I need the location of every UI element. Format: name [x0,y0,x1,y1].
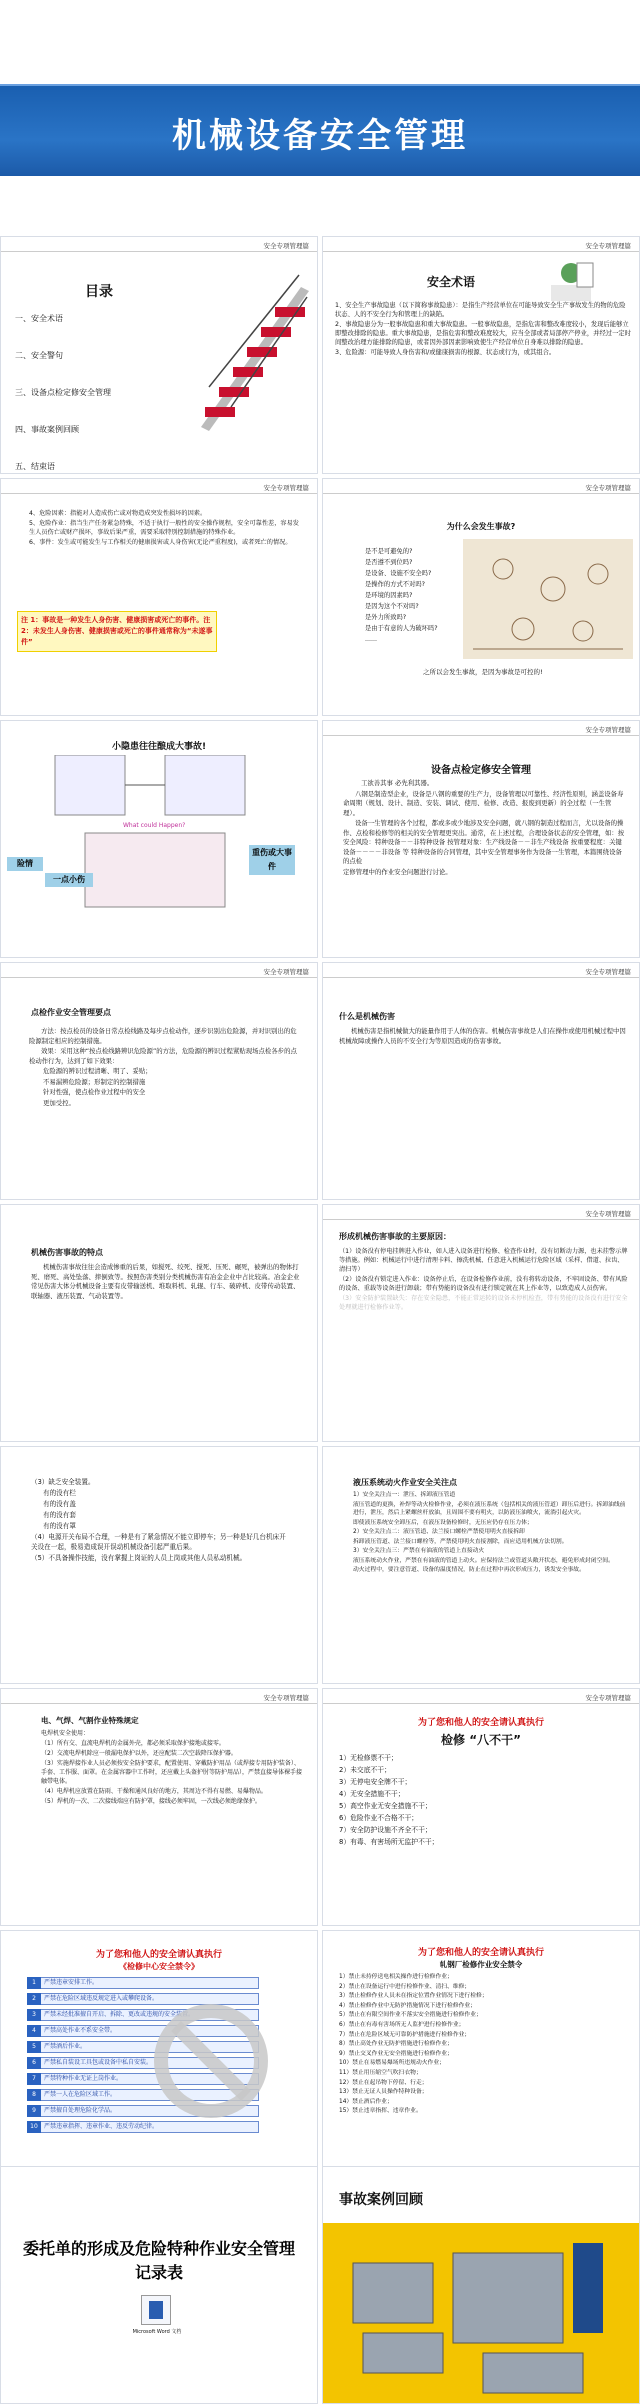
dont-item: 4）无安全措施不干； [339,1790,405,1798]
contents-item: 三、设备点检定修安全管理 [15,388,111,397]
hydraulic-item: 1）安全关注点一：泄压、拆卸液压管道 [353,1492,456,1498]
slide-header: 安全专项管理篇 [585,1694,631,1702]
slide-accident-review [322,2166,640,2404]
slide-header: 安全专项管理篇 [263,1694,309,1702]
paragraph: 八钢是制造型企业，设备是八钢的重要的生产力，设备管理以可靠性、经济性原则，涵盖设备寿命周期（规划、设计、制造、安装、调试、使用、检修、改造、报废到更新）的全过程（一生管理）。 [343,789,624,817]
mill-item: 6）禁止在有毒有害场所无人监护进行检修作业； [339,2021,465,2028]
accident-illustration [323,2223,640,2404]
slide-hydraulic-hotwork [322,1446,640,1684]
welding-list [41,1729,303,1807]
paragraph: 定修管理中的作业安全问题进行讨论。 [343,867,452,876]
slide-rolling-mill-prohibitions [322,1930,640,2168]
inspection-text [29,1027,299,1109]
why-title: 为什么会发生事故? [446,522,516,531]
welding-item: （2）交流电焊机除应一般漏电保护以外，还应配装二次空载降压保护器。 [41,1750,237,1757]
header-line [323,735,639,736]
contents-item: 四、事故案例回顾 [15,425,79,434]
hydraulic-item: 动火过程中，要注意管道、设备的温度情况，防止在过程中再次形成压力，诱发安全事故。 [353,1567,585,1573]
header-line [1,251,317,252]
paragraph: 效果：采用这种“按点检线路辨识危险源”的方法，危险源的辨识过程紧贴现场点检各步的点检动作行为，达到了如下效果： [29,1047,297,1065]
eight-donts-heading: 为了您和他人的安全请认真执行 [417,1718,544,1728]
mill-item: 12）禁止在起吊物下停留、行走； [339,2079,428,2086]
slide-spot-check [322,720,640,958]
slide-injury-features [0,1204,318,1442]
header-line [1,977,317,978]
prohibition-number: 6 [27,2057,41,2069]
question-item: 是不是可避免的? [365,548,413,555]
prohibition-text: 严禁一人在危险区域工作。 [44,2091,117,2098]
prohibition-text: 严禁违章安排工作。 [44,1979,99,1986]
features-text: 机械伤害事故往往会造成惨重的后果，如搅死、绞死、搅死、压死、碾死，被弹出的物体打死、磨死、高处坠落、摔倒致等。按照伤害类别分类机械伤害有冶金企业中占比较高。冶金企业常见伤害大体分机械设备主要有皮带输送机、堆取料机、轧辊、行车、破碎机、皮带传动装置、联轴器、液压装置、气动装置等。 [31,1263,300,1300]
prohibition-number: 8 [27,2089,41,2101]
contents-item: 五、结束语 [15,462,55,471]
term-item: 2、事故隐患分为一般事故隐患和重大事故隐患。一般事故隐患，是指危害和整改难度较小，发现后能够立即整改排除的隐患。重大事故隐患，是指危害和整改难度较大，应当全部或者局部停产停业，并经过一定时间整改治理方能排除的隐患，或者因外部因素影响致使生产经营单位自身难以排除的隐患。 [335,321,631,346]
slide-contents [0,236,318,474]
welding-title: 电、气焊、气割作业特殊规定 [41,1716,139,1725]
mill-item: 10）禁止在易燃易爆场所违规动火作业； [339,2060,445,2067]
hydraulic-item: 2）安全关注点二：液压管道、法兰接口螺栓严禁使用明火直接拆卸 [353,1529,525,1535]
mill-item: 3）禁止检修作业人员未在指定位置作业情况下进行检修； [339,1993,488,2000]
terms-list [335,301,631,358]
slide-welding-rules [0,1688,318,1926]
question-item: 是外力所致吗? [365,614,407,621]
mill-title: 轧钢厂检修作业安全禁令 [439,1960,523,1969]
slide-maintenance-prohibitions [0,1930,318,2168]
welding-item: （4）电焊机应放置在防雨、干燥和通风良好的地方，其周边不得有易燃、易爆物品。 [41,1788,267,1795]
mill-item: 1）禁止未持停送电相关操作进行检修作业； [339,1974,453,1980]
prohibition-text: 严禁高处作业不系安全带。 [44,2027,117,2034]
cause-item: 有的没有栏 [43,1489,76,1497]
dont-item: 6）危险作业不合格不干； [339,1814,419,1822]
slide-header: 安全专项管理篇 [585,726,631,734]
welding-item: （3）实施焊接作业人员必须按安全防护要求，配置使用、穿戴防护用品（或焊接专用防护装备）、手套、工作服、面罩。在金属容器中工作时，还应戴上头盔护肘等防护用品），严禁直接导体裸手接触带电体。 [41,1760,303,1785]
mill-item: 8）禁止高处作业无防护措施进行检修作业； [339,2041,453,2048]
slide-header: 安全专项管理篇 [585,242,631,250]
slide-mechanical-injury [322,962,640,1200]
slide-header: 安全专项管理篇 [585,484,631,492]
paragraph: 设备一生管理的各个过程，都或多或少地涉及安全问题，就八钢的制造过程而言，尤以设备的操作、点检和检修等的相关的安全管理更突出。通常，在上述过程，合理设备状态的安全管理，如：按安全风险：特种设备－－非特种设备 按管理对象：生产线设备－－非生产线设备 按重要程度：关键设备－－－－非设备 等 特种设备的合同管理，其中安全管理事务作为设备一生管理，本篇围绕设备的点检 [343,819,625,865]
slide-inspection-points [0,962,318,1200]
label-danger: 险情 [7,857,43,871]
header-line [1,493,317,494]
causes-continued-list [31,1477,291,1564]
slide-safety-terms [322,236,640,474]
prohibition-text: 严禁违章指挥、违章作业、违反劳动纪律。 [44,2123,159,2130]
prohibitions-title: 《检修中心安全禁令》 [119,1962,199,1971]
eight-donts-title: 检修 “八不干” [441,1733,521,1747]
contents-item: 一、安全术语 [15,314,63,323]
mill-item: 2）禁止在设备运行中进行检修作业、清扫、维修； [339,1983,471,1990]
cause-item: （2）设备没有锁定进入作业：设备停止后，在设备检修作业前，没有将转动设备，不牢固设备、带有风险的设备、重载等设备进行卸载；带有势能的设备没有进行锁定就在其上作业等，以致造成人员伤害。 [339,1276,628,1292]
paragraph: 工欲善其事 必先利其器。 [361,779,434,787]
mill-item: 13）禁止无证人员操作特种设备； [339,2089,428,2096]
accident-review-title: 事故案例回顾 [339,2192,423,2208]
prohibition-number: 3 [27,2009,41,2021]
terms-list [29,509,299,548]
hazards-question: What could Happen? [123,822,186,829]
accident-note: 注 1：事故是一种发生人身伤害、健康损害或死亡的事件。注 2：未发生人身伤害、健康损害或死亡的事件通常称为“未遂事件” [17,611,217,652]
term-item: 1、安全生产事故隐患（以下简称事故隐患）：是指生产经营单位在可能导致安全生产事故发生的物的危险状态、人的不安全行为和管理上的缺陷。 [335,302,626,318]
mill-item: 15）禁止违章指挥、违章作业。 [339,2108,422,2115]
contents-list [15,301,111,474]
slide-header: 安全专项管理篇 [585,1210,631,1218]
question-item: 是环境的因素吗? [365,592,413,599]
header-line [323,493,639,494]
inspection-title: 点检作业安全管理要点 [31,1008,111,1017]
dont-item: 8）有毒、有害场所无监护不干； [339,1838,439,1846]
welding-item: 电焊机安全使用： [41,1730,90,1737]
cover-title: 机械设备安全管理 [172,116,468,156]
spotcheck-title: 设备点检定修安全管理 [431,765,531,776]
prohibition-text: 严禁酒后作业。 [44,2043,87,2050]
welding-item: （5）焊机的一次、二次接线端应有防护罩，接线必须牢固，一次线必须绝缘保护。 [41,1798,261,1805]
mill-item: 7）禁止在危险区域无可靠防护措施进行检修作业； [339,2031,471,2038]
hydraulic-item: 即使液压系统安全卸压后，在液压设备检修时，无压应仍存在压力体； [353,1519,533,1526]
causes-title: 形成机械伤害事故的主要原因： [339,1232,451,1241]
hydraulic-item: 液压系统动火作业，严禁在有油液的管道上动火。应保持法兰或管道头敞开状态，避免形成封闭空间。 [353,1557,614,1564]
hydraulic-item: 3）安全关注点三：严禁在有油液的管道上直接动火 [353,1548,485,1554]
eight-donts-list [339,1753,619,1849]
slide-header: 安全专项管理篇 [263,968,309,976]
cause-item: （1）设备没有停电挂牌进入作业，如人进入设备进行检修、检查作业时，没有切断动力源，也未挂警示牌等措施。例如：机械运行中进行清理卡料、擦洗机械、任意进入机械运行危险区域（采样、借道、拉齿、清扫等） [339,1248,628,1273]
prohibition-text: 严禁私自装设工具包或设备中私自安装。 [44,2059,153,2066]
prohibition-number: 1 [27,1977,41,1989]
slide-eight-donts [322,1688,640,1926]
slide-header: 安全专项管理篇 [585,968,631,976]
prohibition-row [27,1977,259,1989]
why-caption: 之所以会发生事故，是因为事故是可控的! [423,668,543,676]
slide-header: 安全专项管理篇 [263,484,309,492]
staircase-illustration [191,267,311,437]
prohibition-row [27,2121,259,2133]
terms-title: 安全术语 [426,275,475,289]
slide-header: 安全专项管理篇 [263,242,309,250]
question-item: 是设备、设施不安全吗? [365,570,432,577]
no-entry-icon [151,2001,271,2121]
causes-list [339,1247,629,1313]
prohibition-number: 10 [27,2121,41,2133]
hydraulic-item: 拆卸液压管道、法兰接口螺栓等，严禁使用明火直接割除，而应适用机械方法切割。 [353,1538,568,1545]
cause-item: 有的没有罩 [43,1522,76,1530]
paragraph: 方法：按点检员的设备日常点检线路及每步点检动作，逐步识别出危险源，并对识别出的危险源制定相应的控制措施。 [29,1027,297,1045]
cause-item: 有的没有盖 [43,1500,76,1508]
question-item: 是由于有意的人为破坏吗? [365,625,438,632]
cause-item: （4）电源开关布局不合理，一种是有了紧急情况不能立即停车；另一种是好几台机床开关设在一起，极易造成误开误动机械设备引起严重后果。 [31,1533,286,1551]
hazards-illustration [25,755,295,915]
mill-item: 14）禁止酒后作业； [339,2098,393,2105]
dont-item: 3）无停电安全牌不干； [339,1778,412,1786]
cover-slide [0,0,640,228]
header-line [323,977,639,978]
paragraph: 不易漏辨危险源；形制定的控制措施 [43,1077,146,1086]
prohibition-number: 7 [27,2073,41,2085]
prohibition-text: 严禁未经批准擅自开启、拆除、更改或违规的安全装置。 [44,2011,195,2018]
work-order-title: 委托单的形成及危险特种作业安全管理记录表 [22,2239,295,2282]
term-item: 5、危险作业：指当生产任务紧急特殊，不适于执行一般性的安全操作规程，安全可靠性差，容易发生人员伤亡或财产损坏，事故后果严重，需要采取特别控制措施的特殊作业。 [29,520,299,536]
mill-item: 11）禁止用压缩空气吹扫衣物； [339,2069,422,2076]
prohibition-number: 9 [27,2105,41,2117]
hazards-title: 小隐患往往酿成大事故! [111,742,207,752]
dont-item: 1）无检修票不干； [339,1754,398,1762]
contents-title: 目录 [85,284,113,300]
dont-item: 5）高空作业无安全措施不干； [339,1802,432,1810]
slide-small-hazards [0,720,318,958]
label-serious-injury: 重伤或大事件 [249,845,295,875]
dont-item: 7）安全防护设施不齐全不干； [339,1826,432,1834]
prohibition-number: 5 [27,2041,41,2053]
prohibition-text: 严禁擅自处理危险化学品。 [44,2107,117,2114]
header-line [1,1703,317,1704]
slide-why-accidents [322,478,640,716]
header-line [323,1703,639,1704]
slide-work-order-form [0,2166,318,2404]
hydraulic-title: 液压系统动火作业安全关注点 [353,1478,457,1487]
paragraph: 危险源的辨识过程清晰、明了、妥贴； [43,1067,152,1075]
cause-item: （3）缺乏安全装置。 [31,1478,95,1486]
prohibition-number: 2 [27,1993,41,2005]
paragraph: 针对性强，使点检作业过程中的安全 [43,1088,146,1096]
dont-item: 2）未交底不干； [339,1766,391,1774]
mill-list [339,1973,629,2117]
injury-title: 什么是机械伤害 [339,1012,395,1021]
word-document-label[interactable]: Microsoft Word 文档 [132,2329,182,2335]
spotcheck-text [343,779,627,878]
injury-text: 机械伤害是指机械做大的能量作用于人体的伤害。机械伤害事故是人们在操作或使用机械过程中因机械故障或操作人员的不安全行为等原因造成的伤害事故。 [339,1027,626,1045]
term-item: 3、危险源：可能导致人身伤害和/或健康损害的根源、状态或行为，或其组合。 [335,349,556,356]
label-small-injury: 一点小伤 [45,873,93,887]
prohibition-text: 严禁在危险区域违反规定进入或攀爬设备。 [44,1995,159,2002]
worker-icon [541,255,601,305]
slide-terms-continued [0,478,318,716]
welding-item: （1）所有交、直流电焊机的金属外壳，都必须采取保护接地或接零。 [41,1740,225,1747]
question-item: 是操作的方式不对吗? [365,581,426,588]
features-title: 机械伤害事故的特点 [31,1248,103,1257]
prohibitions-heading: 为了您和他人的安全请认真执行 [95,1950,222,1960]
hydraulic-list [353,1491,627,1576]
slide-injury-causes [322,1204,640,1442]
prohibition-number: 4 [27,2025,41,2037]
prohibition-text: 严禁特种作业无证上岗作业。 [44,2075,123,2082]
hydraulic-item: 液压管道的更换，补焊等动火检修作业，必须在液压系统（包括相关的液压管道）卸压后进行。拆卸油线前进行，泄压，然后上紧螺丝杆放油，且周围不要有明火，以防液压油喷火，流淌引起火灾。 [353,1501,626,1516]
mill-item: 9）禁止交叉作业无安全措施进行检修作业； [339,2050,453,2057]
cause-item: 有的没有套 [43,1511,76,1519]
questions-list [365,547,438,646]
question-item: ...... [365,636,378,643]
mill-item: 5）禁止在有限空间作业不落实安全措施进行检修作业； [339,2012,482,2019]
cause-item: （3）安全防护装置缺失：存在安全隐患，不能正常运转的设备未停机检查，带有势能的设备没有进行安全处理就进行检修作业等。 [339,1295,628,1311]
cause-item: （5）不具备操作技能，没有掌握上岗证的人员上岗或其他人员私动机械。 [31,1554,247,1562]
question-item: 是因为这个不对吗? [365,603,419,610]
accident-cartoon [463,539,633,659]
header-line [323,1219,639,1220]
paragraph: 更加受控。 [43,1098,75,1107]
contents-item: 二、安全警句 [15,351,63,360]
question-item: 是否遵不到位吗? [365,559,413,566]
mill-item: 4）禁止检修作业中无防护措施情况下进行检修作业； [339,2002,477,2009]
mill-heading: 为了您和他人的安全请认真执行 [417,1948,544,1958]
header-line [323,251,639,252]
word-document-icon[interactable] [141,2295,171,2325]
term-item: 4、危险因素：指能对人造成伤亡或对物造成突发性损坏的因素。 [29,510,207,517]
term-item: 6、事件：发生或可能发生与工作相关的健康损害或人身伤害(无论严重程度)，或者死亡的情况。 [29,539,292,546]
slide-injury-causes-continued [0,1446,318,1684]
